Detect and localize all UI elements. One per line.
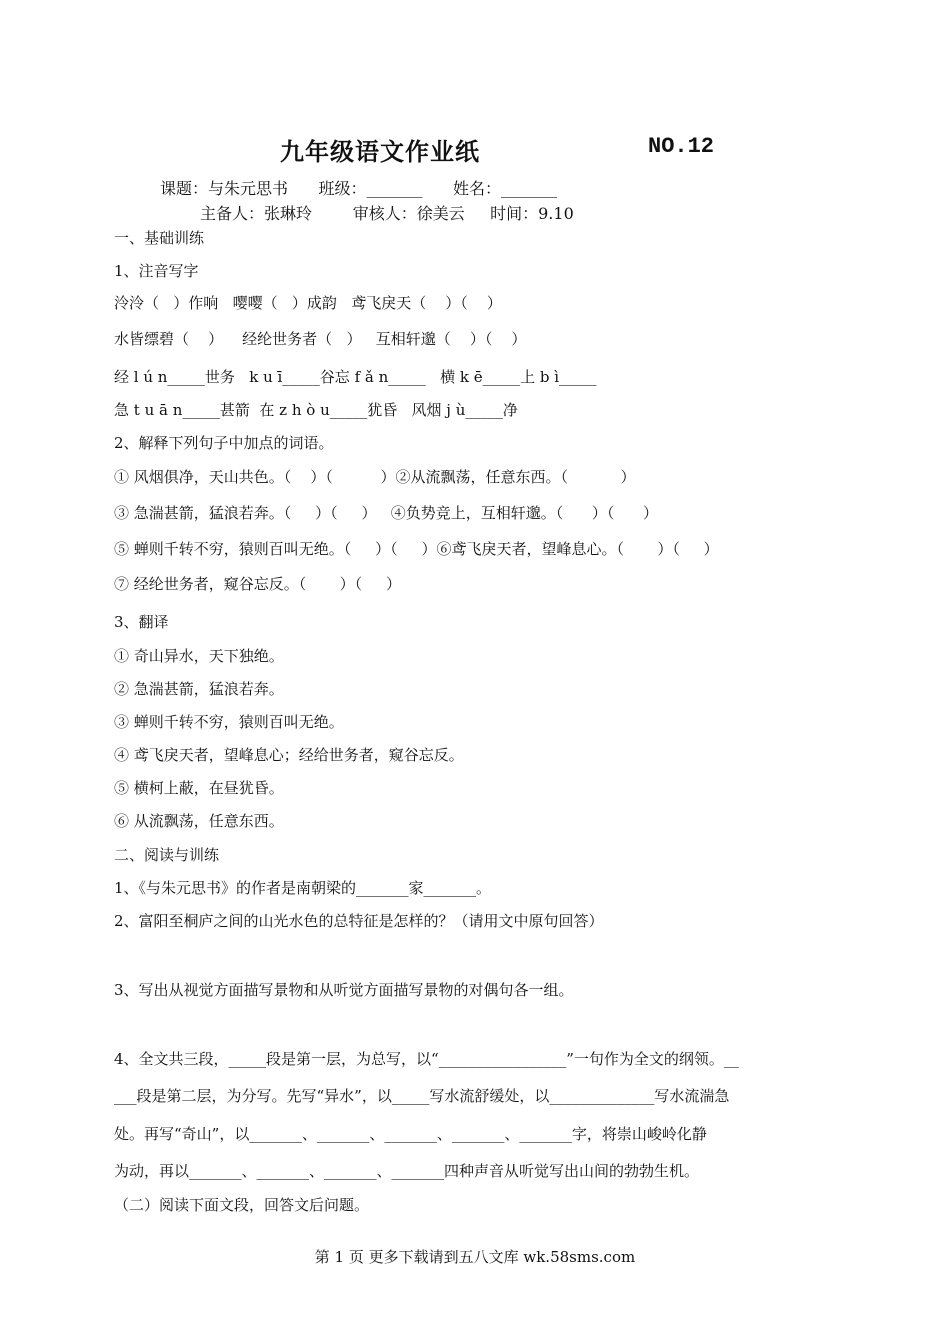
reading-question: 1、《与朱元思书》的作者是南朝梁的_______家_______。 (114, 879, 492, 897)
pinyin-line: 水皆缥碧（ ） 经纶世务者（ ） 互相轩邈（ ）（ ） (114, 330, 527, 348)
meta-line-2: 主备人：张琳玲 审核人：徐美云 时间：9.10 (200, 204, 574, 223)
reading-question: 为动，再以_______、_______、_______、_______四种声音从听觉写出山间的勃勃生机。 (114, 1162, 700, 1180)
section-heading: 二、阅读与训练 (114, 846, 220, 864)
page-footer: 第 1 页 更多下载请到五八文库 wk.58sms.com (314, 1248, 636, 1266)
question-heading: 3、翻译 (114, 613, 169, 631)
translate-line: ⑥ 从流飘荡，任意东西。 (114, 812, 284, 830)
explain-line: ③ 急湍甚箭，猛浪若奔。（ ）（ ） ④负势竞上，互相轩邈。（ ）（ ） (114, 504, 658, 522)
explain-line: ① 风烟俱净，天山共色。（ ）（ ）②从流飘荡，任意东西。（ ） (114, 468, 636, 486)
question-heading: 2、解释下列句子中加点的词语。 (114, 434, 334, 452)
reading-question: 4、全文共三段，_____段是第一层，为总写，以“_________________”一句作为全文的纲领。__ (114, 1050, 739, 1068)
translate-line: ③ 蝉则千转不穷，猿则百叫无绝。 (114, 713, 344, 731)
sheet-number: NO.12 (648, 134, 715, 159)
translate-line: ② 急湍甚箭，猛浪若奔。 (114, 680, 284, 698)
reading-question: 3、写出从视觉方面描写景物和从听觉方面描写景物的对偶句各一组。 (114, 981, 574, 999)
page-title: 九年级语文作业纸 (280, 137, 480, 166)
reading-question: ___段是第二层，为分写。先写“异水”，以_____写水流舒缓处，以______________写水流湍急 (114, 1087, 730, 1105)
reading-heading: （二）阅读下面文段，回答文后问题。 (114, 1196, 370, 1214)
section-heading: 一、基础训练 (114, 229, 205, 247)
explain-line: ⑦ 经纶世务者，窥谷忘反。（ ）（ ） (114, 575, 401, 593)
translate-line: ① 奇山异水，天下独绝。 (114, 647, 284, 665)
pinyin-line: 泠泠（ ）作响 嘤嘤（ ）成韵 鸢飞戾天（ ）（ ） (114, 294, 502, 312)
reading-question: 处。再写“奇山”，以_______、_______、_______、_______、_______字，将崇山峻岭化静 (114, 1125, 707, 1143)
reading-question: 2、富阳至桐庐之间的山光水色的总特征是怎样的？（请用文中原句回答） (114, 912, 604, 930)
explain-line: ⑤ 蝉则千转不穷，猿则百叫无绝。（ ）（ ）⑥鸢飞戾天者，望峰息心。（ ）（ ） (114, 540, 719, 558)
pinyin-line: 经 l ú n_____世务 k u ī_____谷忘 f ǎ n_____ 横 k ē_____上 b ì_____ (114, 368, 597, 386)
translate-line: ④ 鸢飞戾天者，望峰息心；经给世务者，窥谷忘反。 (114, 746, 464, 764)
translate-line: ⑤ 横柯上蔽，在昼犹昏。 (114, 779, 284, 797)
question-heading: 1、注音写字 (114, 262, 199, 280)
meta-line-1: 课题：与朱元思书 班级：_______ 姓名：_______ (160, 179, 558, 198)
pinyin-line: 急 t u ā n_____甚箭 在 z h ò u_____犹昏 风烟 j ù_____净 (114, 401, 518, 419)
title-row (0, 132, 950, 168)
